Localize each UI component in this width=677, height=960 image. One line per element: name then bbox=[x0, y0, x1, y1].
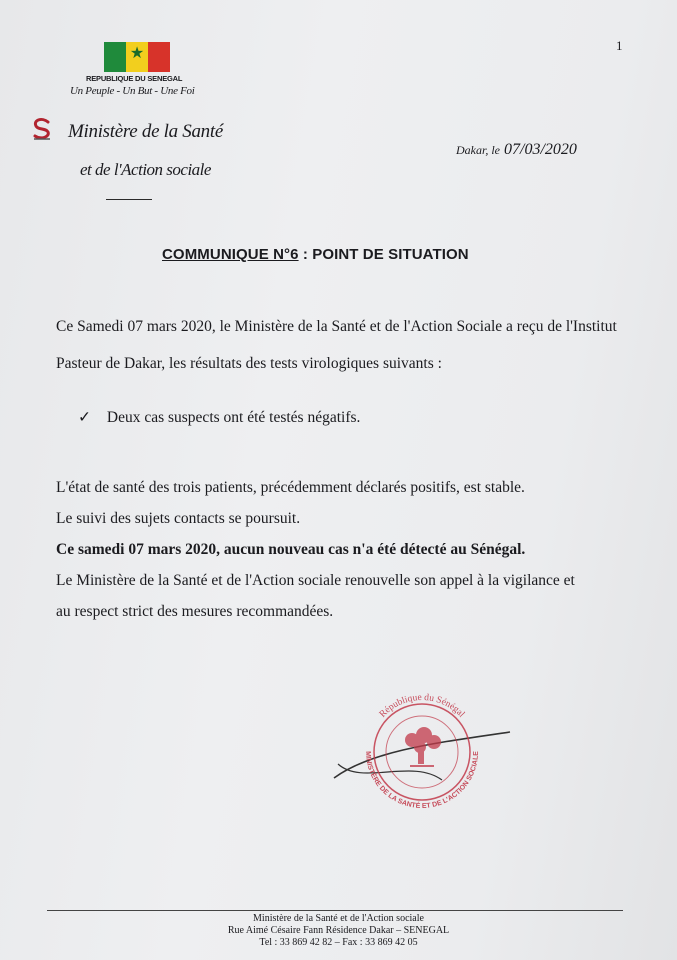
patients-status-line: L'état de santé des trois patients, précédemment déclarés positifs, est stable. bbox=[56, 479, 525, 496]
checkmark-icon: ✓ bbox=[78, 409, 91, 426]
date-value: 07/03/2020 bbox=[504, 141, 577, 158]
ministry-name-line1: Ministère de la Santé bbox=[68, 121, 223, 142]
flag-star-icon: ★ bbox=[129, 45, 145, 62]
communique-title bbox=[162, 246, 469, 263]
senegal-flag-icon bbox=[104, 42, 170, 72]
footer-contact: Tel : 33 869 42 82 – Fax : 33 869 42 05 bbox=[259, 937, 418, 948]
result-bullet bbox=[78, 408, 360, 427]
header-divider bbox=[106, 199, 152, 200]
national-motto: Un Peuple - Un But - Une Foi bbox=[70, 85, 195, 97]
communique-number: COMMUNIQUE N°6 bbox=[162, 246, 299, 263]
baobab-tree-icon bbox=[405, 727, 441, 766]
document-date bbox=[456, 141, 577, 159]
ministry-logo-icon bbox=[30, 117, 54, 141]
intro-paragraph: Ce Samedi 07 mars 2020, le Ministère de la Santé et de l'Action Sociale a reçu de l'Institut Pasteur de Dakar, les résultats des tests virologiques suivants : bbox=[56, 318, 617, 372]
ministry-stamp-seal bbox=[332, 690, 512, 808]
stamp-top-text: République du Sénégal bbox=[377, 692, 467, 720]
republic-label: REPUBLIQUE DU SENEGAL bbox=[86, 74, 183, 83]
footer-address: Rue Aimé Césaire Fann Résidence Dakar – SENEGAL bbox=[227, 925, 450, 936]
vigilance-appeal-line-end: au respect strict des mesures recommandées. bbox=[56, 603, 334, 620]
result-bullet-text: Deux cas suspects ont été testés négatifs. bbox=[106, 409, 361, 426]
flag-band-green bbox=[104, 42, 126, 72]
footer-divider bbox=[47, 910, 623, 911]
contacts-followup-line: Le suivi des sujets contacts se poursuit. bbox=[56, 510, 301, 527]
vigilance-appeal-line: Le Ministère de la Santé et de l'Action sociale renouvelle son appel à la vigilance et bbox=[56, 572, 575, 589]
page-number: 1 bbox=[616, 38, 623, 53]
flag-band-red bbox=[148, 42, 170, 72]
communique-subject: : POINT DE SITUATION bbox=[298, 246, 469, 263]
stamp-bottom-text: MINISTÈRE DE LA SANTÉ ET DE L'ACTION SOCIALE bbox=[363, 751, 481, 808]
ministry-name-line2: et de l'Action sociale bbox=[80, 160, 211, 179]
footer-ministry: Ministère de la Santé et de l'Action sociale bbox=[253, 913, 424, 924]
date-prefix: Dakar, le bbox=[456, 143, 500, 157]
no-new-case-line: Ce samedi 07 mars 2020, aucun nouveau cas n'a été détecté au Sénégal. bbox=[56, 541, 526, 558]
